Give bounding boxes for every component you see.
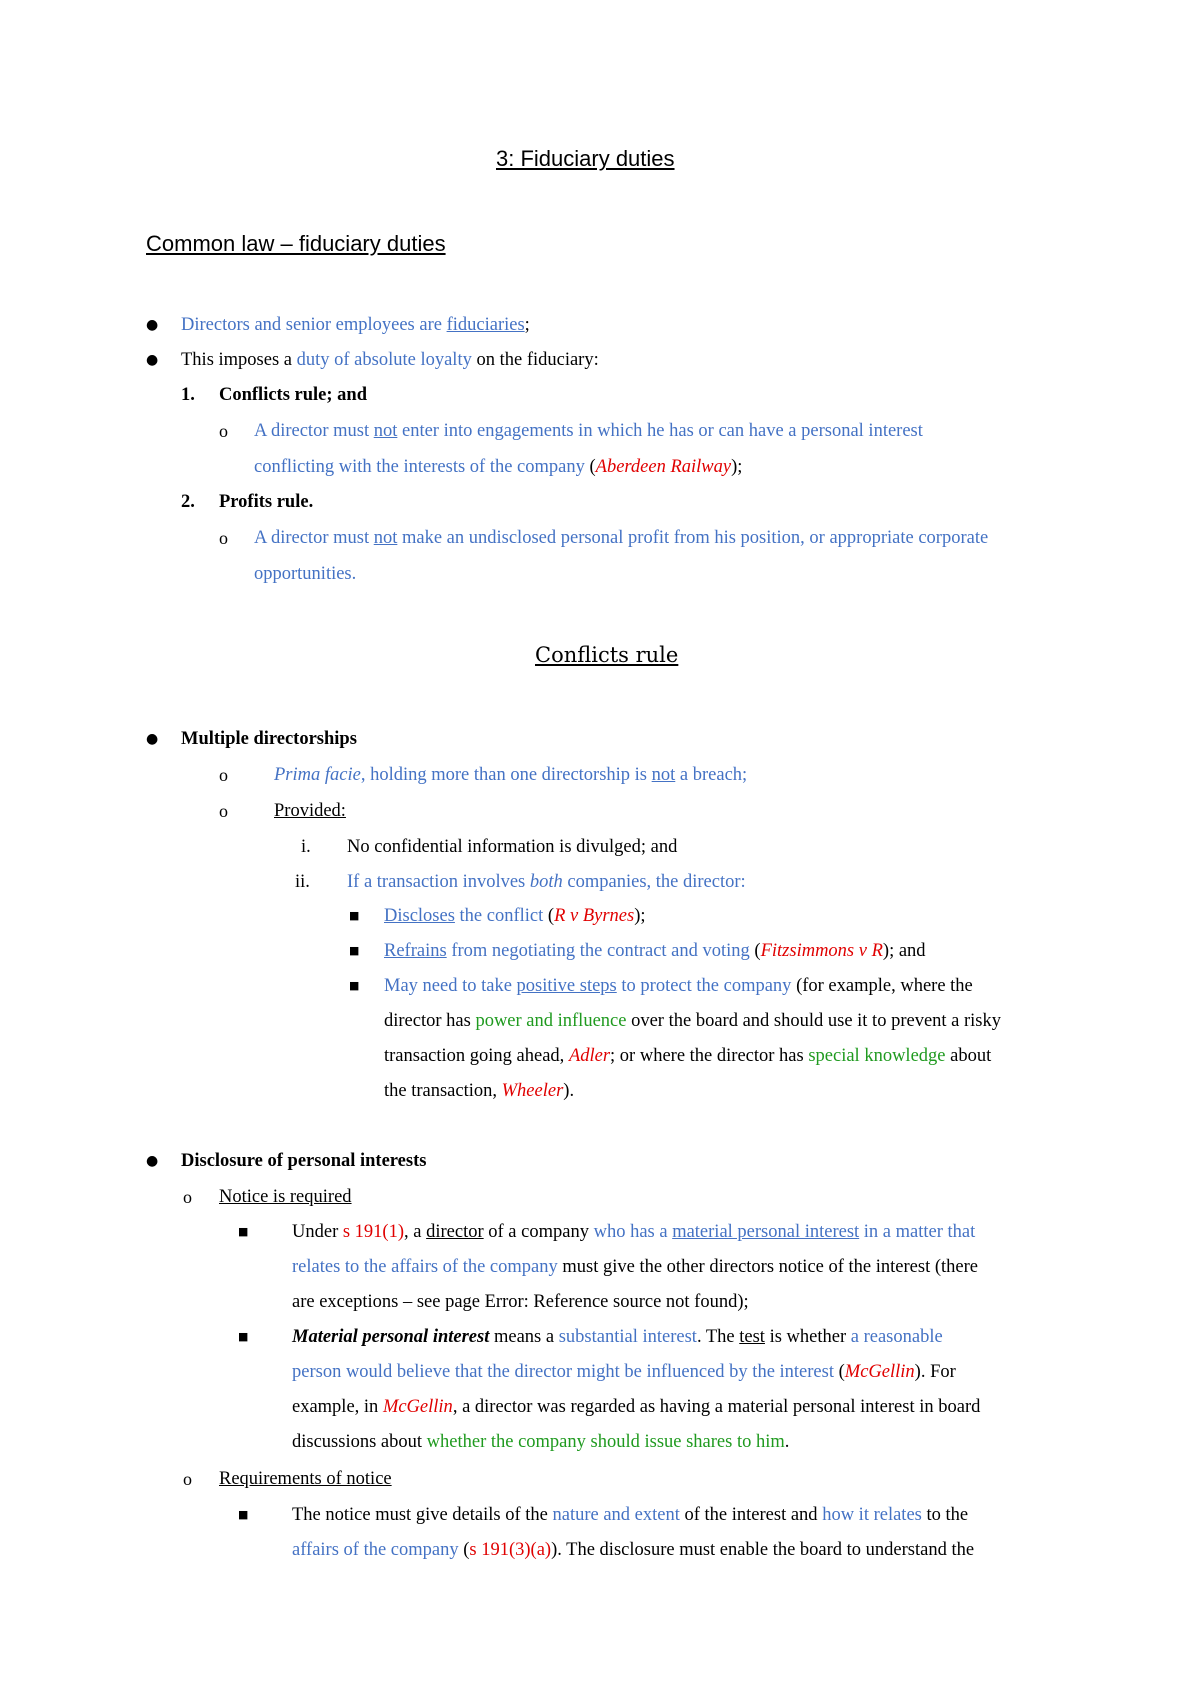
bullet-disclosure-personal-interests: Disclosure of personal interests (181, 1151, 427, 1171)
section-heading-common-law: Common law – fiduciary duties (146, 231, 446, 256)
case-name: Fitzsimmons v R (760, 941, 883, 961)
positive-steps-line1: May need to take positive steps to protect the company (for example, where the (384, 976, 973, 996)
case-name: McGellin (382, 1397, 453, 1417)
bullet-absolute-loyalty: This imposes a duty of absolute loyalty on the fiduciary: (181, 350, 599, 370)
bullet-multiple-directorships: Multiple directorships (181, 729, 357, 749)
circle-marker: o (219, 528, 228, 548)
bullet-marker: ● (146, 317, 159, 333)
profits-rule-text-line2: opportunities. (254, 564, 357, 584)
refrains-text: Refrains from negotiating the contract and voting (Fitzsimmons v R); and (384, 941, 926, 961)
circle-marker: o (183, 1187, 192, 1207)
case-name: R v Byrnes (554, 906, 635, 926)
case-name: Adler (568, 1046, 611, 1066)
list-number: 2. (181, 492, 195, 512)
positive-steps-line2: director has power and influence over the board and should use it to prevent a risky (384, 1011, 1002, 1031)
provided-text: Provided: (274, 801, 346, 821)
list-item-profits-rule: Profits rule. (219, 492, 314, 512)
conflicts-rule-text-line1: A director must not enter into engagements in which he has or can have a personal interest (254, 421, 923, 441)
positive-steps-line4: the transaction, Wheeler). (384, 1081, 575, 1101)
square-marker: ■ (238, 1330, 249, 1343)
square-marker: ■ (349, 979, 360, 992)
material-interest-line4: discussions about whether the company should issue shares to him. (292, 1432, 790, 1452)
bullet-fiduciaries: Directors and senior employees are fiduciaries; (181, 315, 530, 335)
section-heading-conflicts-rule: Conflicts rule (535, 643, 679, 667)
case-name: Aberdeen Railway (595, 457, 732, 477)
prima-facie-text: Prima facie, holding more than one directorship is not a breach; (274, 765, 748, 785)
s191-line1: Under s 191(1), a director of a company who has a material personal interest in a matter that (292, 1222, 976, 1242)
bullet-marker: ● (146, 352, 159, 368)
circle-marker: o (219, 801, 228, 821)
notice-details-line2: affairs of the company (s 191(3)(a)). The disclosure must enable the board to understand the (292, 1540, 975, 1560)
case-name: McGellin (844, 1362, 915, 1382)
bullet-marker: ● (146, 731, 159, 747)
case-name: Wheeler (501, 1081, 564, 1101)
notice-required-text: Notice is required (219, 1187, 352, 1207)
material-interest-line1: Material personal interest means a substantial interest. The test is whether a reasonable (292, 1327, 943, 1347)
requirements-of-notice-text: Requirements of notice (219, 1469, 392, 1489)
document-title: 3: Fiduciary duties (496, 146, 675, 171)
circle-marker: o (183, 1469, 192, 1489)
list-number: 1. (181, 385, 195, 405)
circle-marker: o (219, 421, 228, 441)
bullet-marker: ● (146, 1153, 159, 1169)
discloses-text: Discloses the conflict (R v Byrnes); (384, 906, 646, 926)
positive-steps-line3: transaction going ahead, Adler; or where the director has special knowledge about (384, 1046, 992, 1066)
square-marker: ■ (349, 944, 360, 957)
square-marker: ■ (238, 1225, 249, 1238)
s191-line2: relates to the affairs of the company must give the other directors notice of the interest (there (292, 1257, 978, 1277)
list-item-conflicts-rule: Conflicts rule; and (219, 385, 367, 405)
profits-rule-text-line1: A director must not make an undisclosed personal profit from his position, or appropriate corporate (254, 528, 989, 548)
square-marker: ■ (349, 909, 360, 922)
notice-details-line1: The notice must give details of the nature and extent of the interest and how it relates to the (292, 1505, 969, 1525)
s191-line3: are exceptions – see page Error: Reference source not found); (292, 1292, 749, 1312)
no-confidential-information-text: No confidential information is divulged; and (347, 837, 678, 857)
circle-marker: o (219, 765, 228, 785)
roman-number: i. (301, 837, 311, 857)
transaction-both-companies-text: If a transaction involves both companies, the director: (347, 872, 746, 892)
material-interest-line3: example, in McGellin, a director was regarded as having a material personal interest in board (292, 1397, 981, 1417)
material-interest-line2: person would believe that the director might be influenced by the interest (McGellin). For (292, 1362, 956, 1382)
roman-number: ii. (295, 872, 310, 892)
conflicts-rule-text-line2: conflicting with the interests of the company (Aberdeen Railway); (254, 457, 743, 477)
square-marker: ■ (238, 1508, 249, 1521)
